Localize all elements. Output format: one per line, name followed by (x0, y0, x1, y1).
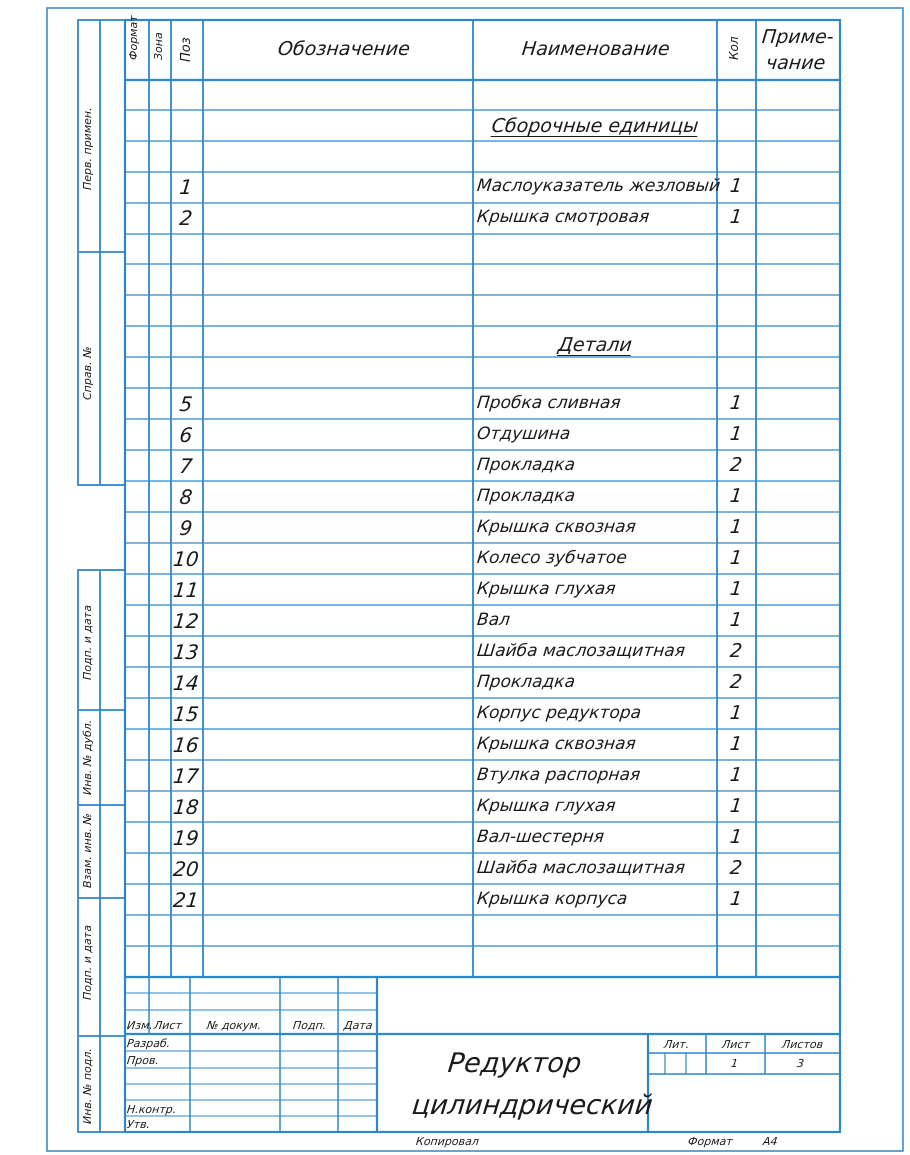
tb-podp: Подп. (292, 1019, 327, 1032)
side-label-podp-data-2: Подп. и дата (81, 925, 94, 1000)
side-label-inv-dubl: Инв. № дубл. (81, 719, 94, 795)
row-name: Прокладка (476, 455, 577, 475)
row-name: Маслоуказатель жезловый (476, 176, 722, 196)
side-label-vzam-inv: Взам. инв. № (81, 813, 94, 888)
row-qty: 1 (728, 795, 744, 817)
row-name: Крышка сквозная (476, 734, 637, 754)
tb-utv: Утв. (126, 1118, 151, 1131)
row-pos: 16 (172, 733, 200, 757)
tb-n-kontr: Н.контр. (126, 1103, 177, 1116)
row-pos: 20 (172, 857, 200, 881)
row-qty: 1 (728, 764, 744, 786)
row-qty: 2 (728, 857, 744, 879)
row-name: Колесо зубчатое (476, 548, 628, 568)
header-designation: Обозначение (276, 38, 412, 60)
header-qty: Кол (727, 36, 741, 60)
row-pos: 12 (172, 609, 200, 633)
side-label-perv-primen: Перв. примен. (81, 107, 94, 190)
row-pos: 11 (172, 578, 200, 602)
row-qty: 1 (728, 206, 744, 228)
section-parts-title: Детали (557, 334, 634, 356)
row-name: Шайба маслозащитная (476, 641, 687, 661)
row-qty: 1 (728, 826, 744, 848)
tb-lit-label: Лит. (663, 1038, 691, 1051)
row-qty: 2 (728, 671, 744, 693)
row-qty: 1 (728, 175, 744, 197)
row-name: Крышка глухая (476, 796, 617, 816)
tb-listov-label: Листов (781, 1038, 824, 1051)
row-pos: 18 (172, 795, 200, 819)
row-pos: 1 (178, 175, 194, 199)
header-pos: Поз (179, 37, 194, 62)
side-label-podp-data-1: Подп. и дата (81, 605, 94, 680)
row-qty: 2 (728, 640, 744, 662)
row-name: Вал (476, 610, 512, 630)
document-title-line1: Редуктор (446, 1048, 583, 1079)
row-qty: 1 (728, 392, 744, 414)
row-name: Пробка сливная (476, 393, 622, 413)
row-pos: 6 (178, 423, 194, 447)
row-name: Корпус редуктора (476, 703, 643, 723)
header-note-line1: Приме- (760, 26, 835, 48)
row-pos: 15 (172, 702, 200, 726)
tb-list-value: 1 (730, 1057, 739, 1070)
row-pos: 7 (178, 454, 194, 478)
row-pos: 17 (172, 764, 200, 788)
row-pos: 8 (178, 485, 194, 509)
side-label-sprav-no: Справ. № (81, 346, 94, 400)
row-name: Крышка смотровая (476, 207, 651, 227)
tb-list-label: Лист (721, 1038, 751, 1051)
row-pos: 9 (178, 516, 194, 540)
row-qty: 1 (728, 578, 744, 600)
row-pos: 2 (178, 206, 194, 230)
row-name: Втулка распорная (476, 765, 642, 785)
row-name: Крышка корпуса (476, 889, 629, 909)
row-qty: 1 (728, 609, 744, 631)
header-note-line2: чание (764, 52, 827, 74)
document-title-line2: цилиндрический (410, 1090, 655, 1121)
footer-copied: Копировал (415, 1135, 480, 1148)
row-qty: 1 (728, 485, 744, 507)
side-label-inv-podl: Инв. № подл. (81, 1048, 94, 1124)
row-name: Шайба маслозащитная (476, 858, 687, 878)
tb-data: Дата (343, 1019, 374, 1032)
row-name: Крышка сквозная (476, 517, 637, 537)
row-name: Прокладка (476, 672, 577, 692)
row-pos: 14 (172, 671, 200, 695)
header-name: Наименование (520, 38, 671, 60)
tb-doc-no: № докум. (206, 1019, 262, 1032)
tb-list: Лист (153, 1019, 183, 1032)
footer-format-value: А4 (762, 1135, 779, 1148)
tb-razrab: Разраб. (126, 1037, 171, 1050)
row-name: Вал-шестерня (476, 827, 606, 847)
row-pos: 13 (172, 640, 200, 664)
footer-format-label: Формат (687, 1135, 734, 1148)
tb-izm: Изм. (126, 1019, 154, 1032)
row-qty: 1 (728, 516, 744, 538)
row-qty: 2 (728, 454, 744, 476)
row-qty: 1 (728, 733, 744, 755)
row-pos: 10 (172, 547, 200, 571)
tb-prov: Пров. (126, 1054, 160, 1067)
row-pos: 5 (178, 392, 194, 416)
header-format: Формат (127, 15, 140, 60)
row-name: Крышка глухая (476, 579, 617, 599)
row-name: Прокладка (476, 486, 577, 506)
row-qty: 1 (728, 547, 744, 569)
row-name: Отдушина (476, 424, 572, 444)
row-qty: 1 (728, 423, 744, 445)
section-assembly-title: Сборочные единицы (490, 115, 700, 137)
row-pos: 21 (172, 888, 200, 912)
header-zone: Зона (152, 32, 165, 60)
row-qty: 1 (728, 888, 744, 910)
row-qty: 1 (728, 702, 744, 724)
tb-listov-value: 3 (796, 1057, 805, 1070)
row-pos: 19 (172, 826, 200, 850)
